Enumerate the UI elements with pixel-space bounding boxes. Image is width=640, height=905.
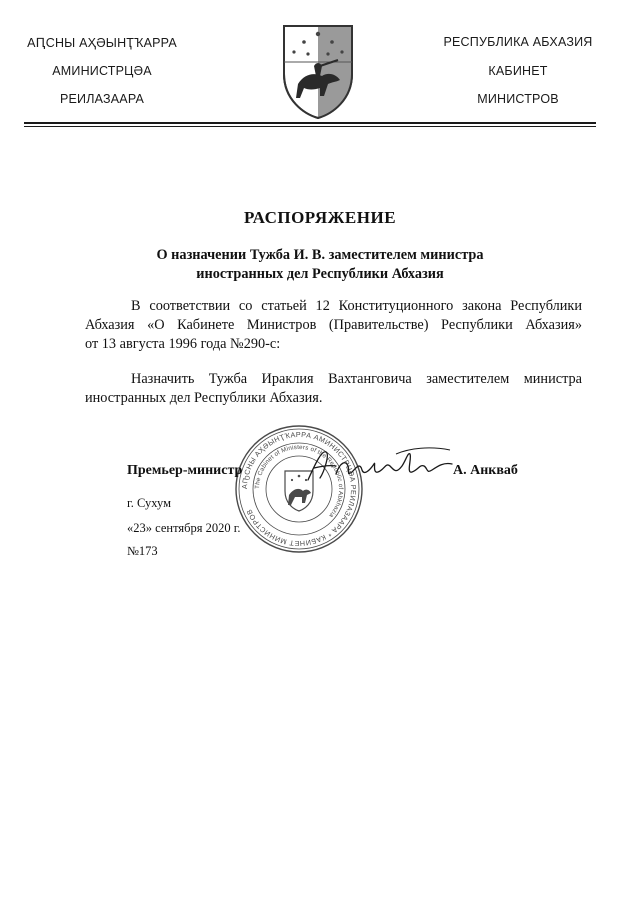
document-title: РАСПОРЯЖЕНИЕ — [243, 208, 397, 227]
paragraph1-line-3: от 13 августа 1996 года №290-с: — [85, 336, 281, 352]
svg-text:АҦСНЫ АҲӘЫНҬҠАРРА АМИНИСТРЦӘА: АҦСНЫ АҲӘЫНҬҠАРРА АМИНИСТРЦӘА РЕИЛАЗААРА * КАБИНЕТ МИНИСТРОВ — [239, 429, 359, 549]
header-right-line-3: МИНИСТРОВ — [477, 92, 559, 106]
header-left-line-3: РЕИЛАЗААРА — [59, 92, 145, 106]
header-right-line-2: КАБИНЕТ — [488, 64, 548, 78]
svg-text:The Cabinet of Ministers of th: The Cabinet of Ministers of the Republic of Abkhazia — [253, 443, 345, 519]
subject-line-2: иностранных дел Республики Абхазия — [196, 266, 444, 282]
signatory-role: Премьер-министр — [127, 463, 243, 478]
document-city: г. Сухум — [127, 496, 172, 510]
document-subject — [0, 246, 640, 284]
subject-line-1: О назначении Тужба И. В. заместителем министра — [156, 247, 484, 263]
signatory-name: А. Анкваб — [453, 463, 518, 478]
header-right-line-1: РЕСПУБЛИКА АБХАЗИЯ — [443, 35, 593, 49]
document-date: «23» сентября 2020 г. — [127, 521, 241, 535]
header-rule-thin — [24, 126, 596, 127]
header-left-line-2: АМИНИСТРЦӘА — [52, 64, 152, 78]
document-number: №173 — [127, 544, 158, 558]
paragraph1-line-1: В соответствии со статьей 12 Конституционного закона Республики — [131, 298, 582, 314]
header-rule-thick — [24, 122, 596, 124]
paragraph-appointment — [85, 370, 582, 408]
header-left-line-1: АԤСНЫ АҲӘЫНҬҠАРРА — [27, 36, 177, 50]
abkhazia-coat-of-arms-icon — [280, 22, 356, 120]
paragraph2-line-1: Назначить Тужба Ираклия Вахтанговича заместителем министра — [131, 371, 582, 387]
paragraph2-line-2: иностранных дел Республики Абхазия. — [85, 390, 323, 406]
paragraph1-line-2: Абхазия «О Кабинете Министров (Правительстве) Республики Абхазия» — [85, 317, 582, 333]
handwritten-signature-icon — [300, 440, 460, 490]
paragraph-legal-basis — [85, 297, 582, 354]
